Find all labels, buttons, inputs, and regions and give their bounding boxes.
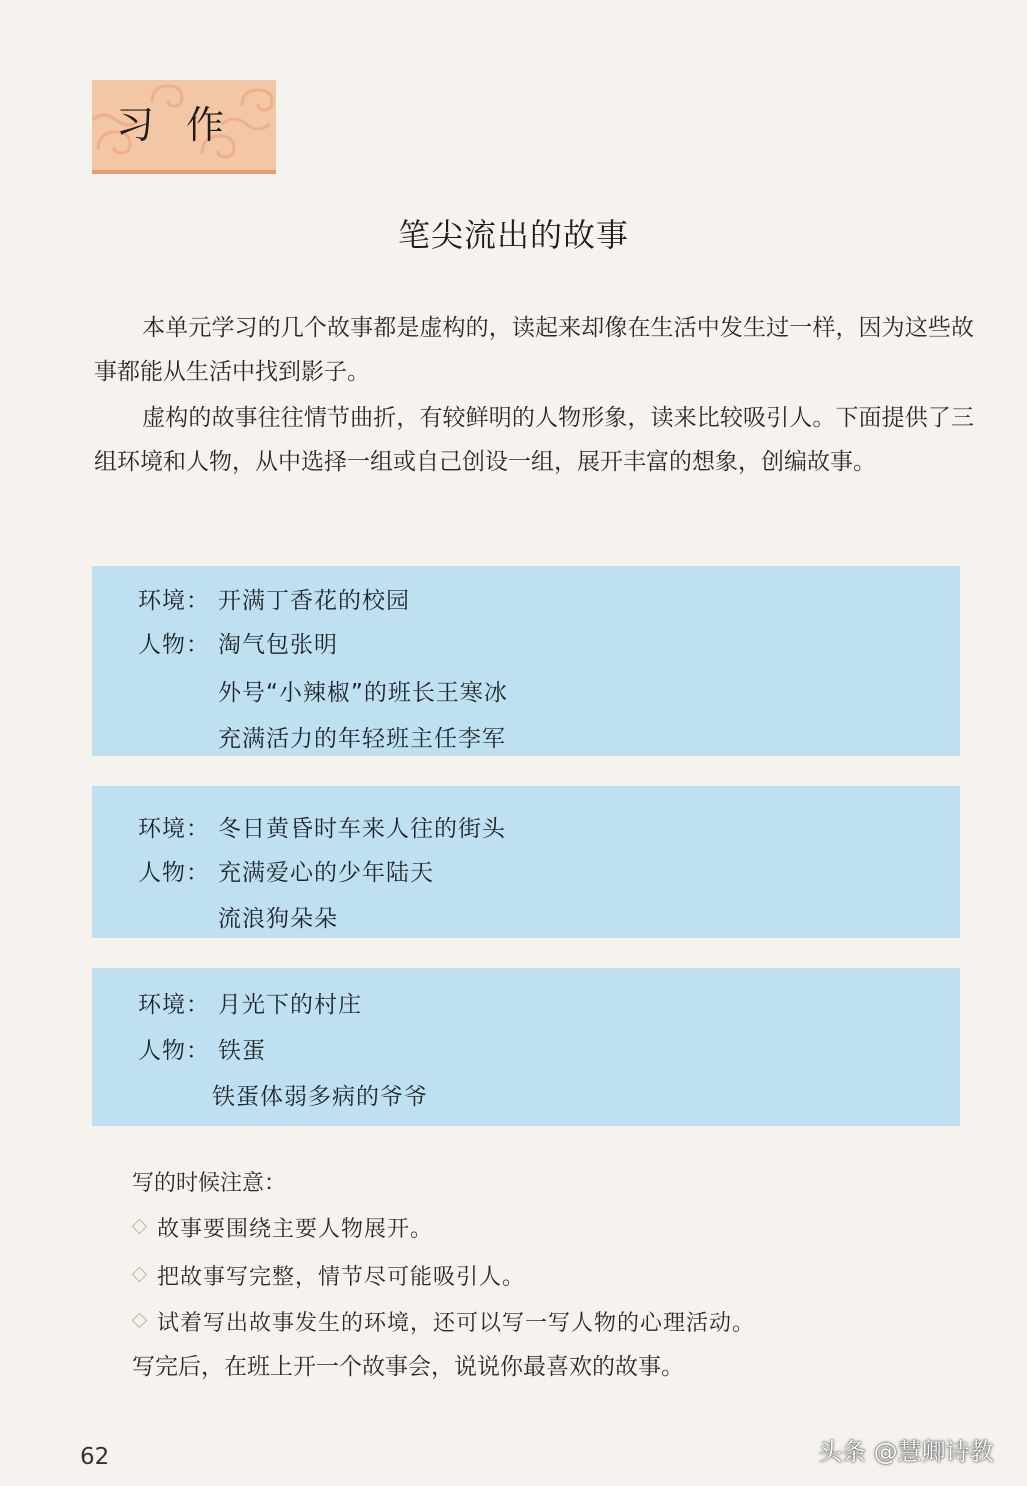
character-label: 人物： xyxy=(138,860,210,886)
character-value: 淘气包张明 xyxy=(218,632,338,658)
character-label: 人物： xyxy=(138,1038,210,1064)
character-row xyxy=(138,1032,266,1065)
paragraph-text: 本单元学习的几个故事都是虚构的，读起来却像在生活中发生过一样，因为这些故事都能从生活中找到影子。 xyxy=(94,315,974,385)
character-row xyxy=(218,674,508,707)
character-value: 铁蛋 xyxy=(218,1038,266,1064)
character-value: 充满爱心的少年陆天 xyxy=(218,860,434,886)
character-value: 铁蛋体弱多病的爷爷 xyxy=(212,1084,428,1110)
story-option-box-1 xyxy=(92,566,960,756)
paragraph-text: 虚构的故事往往情节曲折，有较鲜明的人物形象，读来比较吸引人。下面提供了三组环境和人物，从中选择一组或自己创设一组，展开丰富的想象，创编故事。 xyxy=(94,405,974,475)
character-row xyxy=(138,626,338,659)
section-badge xyxy=(92,80,276,174)
story-option-box-3 xyxy=(92,968,960,1126)
environment-value: 月光下的村庄 xyxy=(218,992,362,1018)
story-option-box-2 xyxy=(92,786,960,938)
character-row xyxy=(218,900,338,933)
diamond-bullet-icon xyxy=(132,1267,148,1283)
environment-label: 环境： xyxy=(138,588,210,614)
note-text: 把故事写完整，情节尽可能吸引人。 xyxy=(157,1265,526,1290)
character-value: 外号“小辣椒”的班长王寒冰 xyxy=(218,680,508,706)
character-row xyxy=(218,720,506,753)
character-row xyxy=(212,1078,428,1111)
character-value: 流浪狗朵朵 xyxy=(218,906,338,932)
environment-row xyxy=(138,582,410,615)
note-item xyxy=(134,1306,755,1337)
watermark: 头条 @慧卿诗教 xyxy=(818,1438,994,1466)
closing-text: 写完后，在班上开一个故事会，说说你最喜欢的故事。 xyxy=(132,1354,684,1380)
environment-row xyxy=(138,810,506,843)
intro-paragraph-1 xyxy=(94,306,974,394)
environment-value: 冬日黄昏时车来人往的街头 xyxy=(218,816,506,842)
diamond-bullet-icon xyxy=(132,1313,148,1329)
diamond-bullet-icon xyxy=(132,1219,148,1235)
page-title: 笔尖流出的故事 xyxy=(397,216,629,254)
page-number: 62 xyxy=(80,1444,110,1470)
section-badge-label: 习作 xyxy=(116,103,257,147)
character-row xyxy=(138,854,434,887)
note-item xyxy=(134,1260,525,1291)
character-label: 人物： xyxy=(138,632,210,658)
note-item xyxy=(134,1212,433,1243)
environment-value: 开满丁香花的校园 xyxy=(218,588,410,614)
note-text: 试着写出故事发生的环境，还可以写一写人物的心理活动。 xyxy=(157,1311,756,1336)
character-value: 充满活力的年轻班主任李军 xyxy=(218,726,506,752)
environment-label: 环境： xyxy=(138,816,210,842)
intro-paragraph-2 xyxy=(94,396,974,484)
environment-label: 环境： xyxy=(138,992,210,1018)
environment-row xyxy=(138,986,362,1019)
note-text: 故事要围绕主要人物展开。 xyxy=(157,1217,434,1242)
notes-heading: 写的时候注意： xyxy=(132,1171,287,1196)
